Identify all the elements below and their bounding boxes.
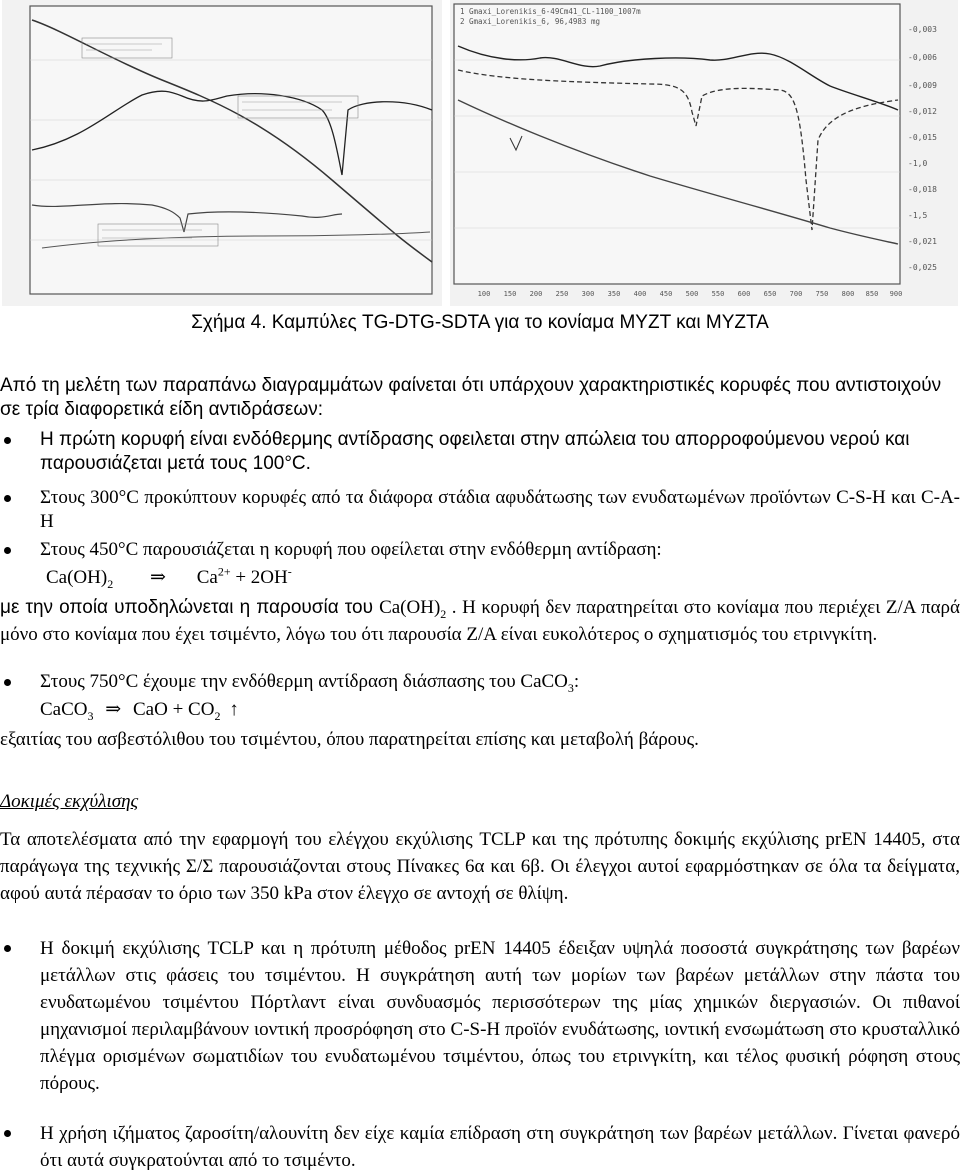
x-tick: 650 <box>763 290 777 298</box>
x-tick: 350 <box>607 290 621 298</box>
x-tick: 850 <box>865 290 879 298</box>
x-tick: 200 <box>529 290 543 298</box>
legend-line-1: 1 Gmaxi_Lorenikis_6-49Cm41_CL-1100_1007m <box>460 7 641 16</box>
x-tick: 550 <box>711 290 725 298</box>
bullet-2-text: Στους 300°C προκύπτουν κορυφές από τα διάφορα στάδια αφυδάτωσης των ενυδατωμένων προϊόντων C-S-H και C-A-H <box>40 487 960 532</box>
x-tick: 150 <box>503 290 517 298</box>
x-tick: 450 <box>659 290 673 298</box>
eq2-a: CaCO <box>40 699 88 720</box>
caoh-text-a: με την οποία υποδηλώνεται η παρουσία του <box>0 597 380 618</box>
bullet-icon <box>4 437 11 444</box>
bullet-4-sub: 3 <box>567 680 574 695</box>
tclp-paragraph <box>0 826 960 907</box>
eq-rhs-a: Ca <box>196 567 218 588</box>
bullet-icon <box>4 547 11 554</box>
caoh-text-c: . Η κορυφή δεν παρατηρείται στο κονίαμα που περιέχει Ζ/Α παρά μόνο στο κονίαμα που έχει τσιμέντο, λόγω του ότι παρουσία Ζ/Α είναι ευκολότερος ο σχηματισμός του ετρινγκίτη. <box>0 597 960 645</box>
bullet-4-text: Στους 750°C έχουμε την ενδόθερμη αντίδραση διάσπασης του CaCO <box>40 671 568 692</box>
x-tick: 700 <box>789 290 803 298</box>
x-tick: 100 <box>477 290 491 298</box>
bullet-3-text: Στους 450°C παρουσιάζεται η κορυφή που οφείλεται στην ενδόθερμη αντίδραση: <box>40 539 662 560</box>
caoh-paragraph <box>0 594 960 648</box>
bullet-icon <box>4 495 11 502</box>
legend-line-2: 2 Gmaxi_Lorenikis_6, 96,4983 mg <box>460 17 600 26</box>
bullet-5 <box>0 935 960 1097</box>
x-tick: 900 <box>889 290 903 298</box>
bullet-4 <box>0 670 960 694</box>
implies-arrow-icon: ⇒ <box>149 567 166 588</box>
intro-paragraph <box>0 374 960 422</box>
caco3-paragraph <box>0 728 960 752</box>
heading-text: Δοκιμές εκχύλισης <box>0 791 139 812</box>
bullet-1-text: Η πρώτη κορυφή είναι ενδόθερμης αντίδρασης οφειλεται στην απώλεια του απορροφούμενου νερού και παρουσιάζεται μετά τους 100°C. <box>40 429 910 474</box>
figure-caption: Σχήμα 4. Καμπύλες TG-DTG-SDTA για το κονίαμα ΜΥΖΤ και ΜΥΖΤΑ <box>191 312 769 333</box>
bullet-6 <box>0 1120 960 1174</box>
eq2-a-sub: 3 <box>87 708 94 723</box>
bullet-icon <box>4 679 11 686</box>
caoh-formula-sub: 2 <box>440 606 447 621</box>
tg-dtg-plot-myzta <box>450 0 958 306</box>
bullet-icon <box>4 945 11 952</box>
x-tick: 300 <box>581 290 595 298</box>
bullet-5-text: Η δοκιμή εκχύλισης TCLP και η πρότυπη μέθοδος prEN 14405 έδειξαν υψηλά ποσοστά συγκράτησης των βαρέων μετάλλων στις φάσεις του τσιμέντου. Η συγκράτηση αυτή των μορίων των βαρέων μετάλλων στην πάστα του ενυδατωμένου τσιμέντου Πόρτλαντ είναι συνδυασμός περισσότερων της μίας χημικών διεργασιών. Οι πιθανοί μηχανισμοί περιλαμβάνουν ιοντική προσρόφηση στο C-S-H προϊόν ενυδάτωσης, ιοντική ενσωμάτωση στο κρυσταλλικό πλέγμα ορισμένων σωματιδίων του ενυδατωμένου τσιμέντου, όπως του ετρινγκίτη, και τέλος φυσική ρόφηση στους πόρους. <box>40 938 960 1094</box>
right-tick: -1,5 <box>908 211 928 220</box>
implies-arrow-icon: ⇒ <box>105 699 122 720</box>
right-tick: -0,025 <box>908 263 937 272</box>
eq-lhs: Ca(OH) <box>46 567 108 588</box>
right-tick: -0,021 <box>908 237 937 246</box>
right-tick: -1,0 <box>908 159 928 168</box>
section-heading <box>0 790 960 814</box>
right-tick: -0,006 <box>908 53 937 62</box>
equation-caco3 <box>40 698 440 722</box>
bullet-1 <box>0 428 960 476</box>
x-tick: 600 <box>737 290 751 298</box>
x-tick: 250 <box>555 290 569 298</box>
up-arrow-icon: ↑ <box>229 699 239 720</box>
right-tick: -0,009 <box>908 81 937 90</box>
tclp-text: Τα αποτελέσματα από την εφαρμογή του ελέγχου εκχύλισης TCLP και της πρότυπης δοκιμής εκχύλισης prEN 14405, στα παράγωγα της τεχνικής Σ/Σ παρουσιάζονται στους Πίνακες 6α και 6β. Οι έλεγχοι αυτοί εφαρμόστηκαν σε όλα τα δείγματα, αφού αυτά πέρασαν το όριο των 350 kPa στον έλεγχο σε αντοχή σε θλίψη. <box>0 829 960 904</box>
eq-rhs-b: + 2OH <box>230 567 288 588</box>
eq-rhs-a-sup: 2+ <box>217 564 231 579</box>
intro-text: Από τη μελέτη των παραπάνω διαγραμμάτων φαίνεται ότι υπάρχουν χαρακτηριστικές κορυφές που αντιστοιχούν σε τρία διαφορετικά είδη αντιδράσεων: <box>0 375 942 420</box>
x-tick: 800 <box>841 290 855 298</box>
eq-lhs-sub: 2 <box>107 576 114 591</box>
right-tick: -0,003 <box>908 25 937 34</box>
caoh-formula: Ca(OH) <box>379 597 441 618</box>
x-tick: 500 <box>685 290 699 298</box>
eq-rhs-b-sup: - <box>287 564 292 579</box>
bullet-3 <box>0 538 960 562</box>
x-tick: 750 <box>815 290 829 298</box>
bullet-icon <box>4 1130 11 1137</box>
bullet-6-text: Η χρήση ιζήματος ζαροσίτη/αλουνίτη δεν είχε καμία επίδραση στη συγκράτηση των βαρέων μετάλλων. Γίνεται φανερό ότι αυτά συγκρατούνται από το τσιμέντο. <box>40 1123 960 1171</box>
right-tick: -0,015 <box>908 133 937 142</box>
bullet-4-colon: : <box>573 671 580 692</box>
eq2-b: CaO + CO <box>133 699 215 720</box>
tg-dtg-plot-myzt <box>2 0 442 306</box>
equation-caoh <box>46 566 446 590</box>
caco3-text: εξαιτίας του ασβεστόλιθου του τσιμέντου, όπου παρατηρείται επίσης και μεταβολή βάρους. <box>0 729 699 750</box>
right-tick: -0,018 <box>908 185 937 194</box>
x-tick: 400 <box>633 290 647 298</box>
bullet-2 <box>0 486 960 534</box>
right-tick: -0,012 <box>908 107 937 116</box>
eq2-b-sub: 2 <box>214 708 221 723</box>
